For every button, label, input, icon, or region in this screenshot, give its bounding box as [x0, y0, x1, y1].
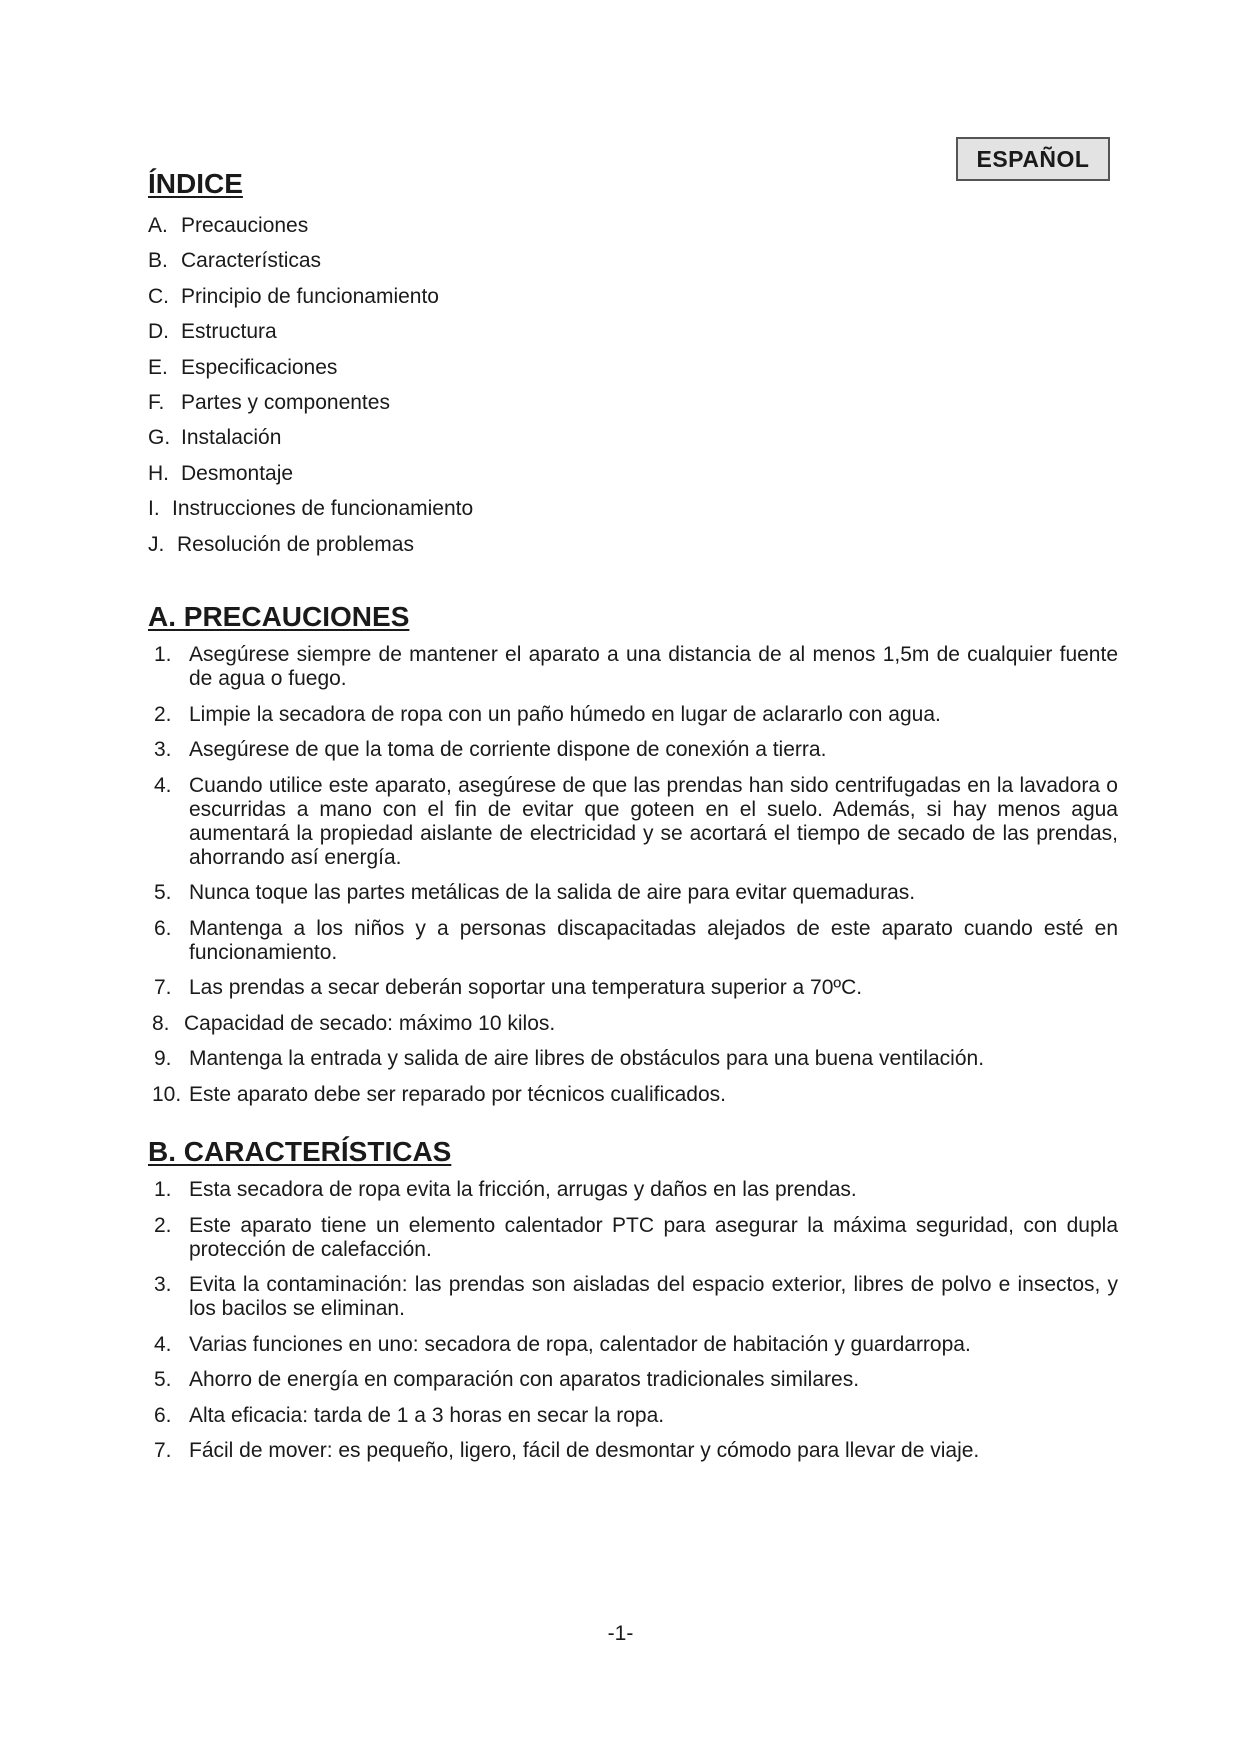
language-label: ESPAÑOL	[956, 137, 1110, 181]
index-item: E. Especificaciones	[148, 355, 338, 379]
list-item: 4. Cuando utilice este aparato, asegúrese de que las prendas han sido centrifugadas en la lavadora o escurridas a mano con el fin de evitar que goteen en el suelo. Además, si hay menos agua aumentará la propiedad aislante de electricidad y se acortará el tiempo de secado de las prendas, ahorrando así energía.	[154, 773, 1118, 869]
index-item: J. Resolución de problemas	[148, 532, 414, 556]
list-item: 9. Mantenga la entrada y salida de aire libres de obstáculos para una buena ventilación.	[154, 1047, 985, 1070]
list-item: 7. Las prendas a secar deberán soportar una temperatura superior a 70ºC.	[154, 976, 863, 999]
precauciones-list	[148, 643, 1118, 1118]
index-item: H. Desmontaje	[148, 461, 294, 485]
index-list	[148, 208, 473, 562]
index-title: ÍNDICE	[148, 168, 243, 199]
page-number: -1-	[607, 1622, 634, 1645]
list-item: 5. Nunca toque las partes metálicas de la salida de aire para evitar quemaduras.	[154, 881, 916, 904]
list-item: 1. Esta secadora de ropa evita la fricción, arrugas y daños en las prendas.	[154, 1178, 857, 1201]
list-item: 7. Fácil de mover: es pequeño, ligero, fácil de desmontar y cómodo para llevar de viaje.	[154, 1439, 980, 1462]
index-item: A. Precauciones	[148, 214, 309, 237]
list-item: 1. Asegúrese siempre de mantener el aparato a una distancia de al menos 1,5m de cualquier fuente de agua o fuego.	[154, 643, 1118, 690]
list-item: 6. Alta eficacia: tarda de 1 a 3 horas en secar la ropa.	[154, 1403, 665, 1427]
list-item: 3. Asegúrese de que la toma de corriente dispone de conexión a tierra.	[154, 738, 827, 761]
list-item: 10. Este aparato debe ser reparado por técnicos cualificados.	[152, 1082, 726, 1106]
caracteristicas-list	[148, 1178, 1118, 1475]
list-item: 6. Mantenga a los niños y a personas discapacitadas alejados de este aparato cuando esté en funcionamiento.	[154, 916, 1118, 964]
caracteristicas-title: B. CARACTERÍSTICAS	[148, 1136, 452, 1167]
index-item: G. Instalación	[148, 426, 282, 450]
list-item: 3. Evita la contaminación: las prendas son aisladas del espacio exterior, libres de polvo e insectos, y los bacilos se eliminan.	[154, 1273, 1118, 1320]
index-item: F. Partes y componentes	[148, 390, 390, 414]
list-item: 8. Capacidad de secado: máximo 10 kilos.	[152, 1011, 556, 1035]
index-item: B. Características	[148, 249, 322, 273]
list-item: 5. Ahorro de energía en comparación con aparatos tradicionales similares.	[154, 1368, 860, 1391]
index-item: I. Instrucciones de funcionamiento	[148, 497, 474, 521]
index-item: C. Principio de funcionamiento	[148, 284, 439, 308]
list-item: 2. Limpie la secadora de ropa con un paño húmedo en lugar de aclararlo con agua.	[154, 702, 941, 726]
index-item: D. Estructura	[148, 320, 277, 344]
precauciones-title: A. PRECAUCIONES	[148, 601, 410, 632]
list-item: 4. Varias funciones en uno: secadora de ropa, calentador de habitación y guardarropa.	[154, 1332, 971, 1356]
list-item: 2. Este aparato tiene un elemento calentador PTC para asegurar la máxima seguridad, con dupla protección de calefacción.	[154, 1213, 1118, 1261]
